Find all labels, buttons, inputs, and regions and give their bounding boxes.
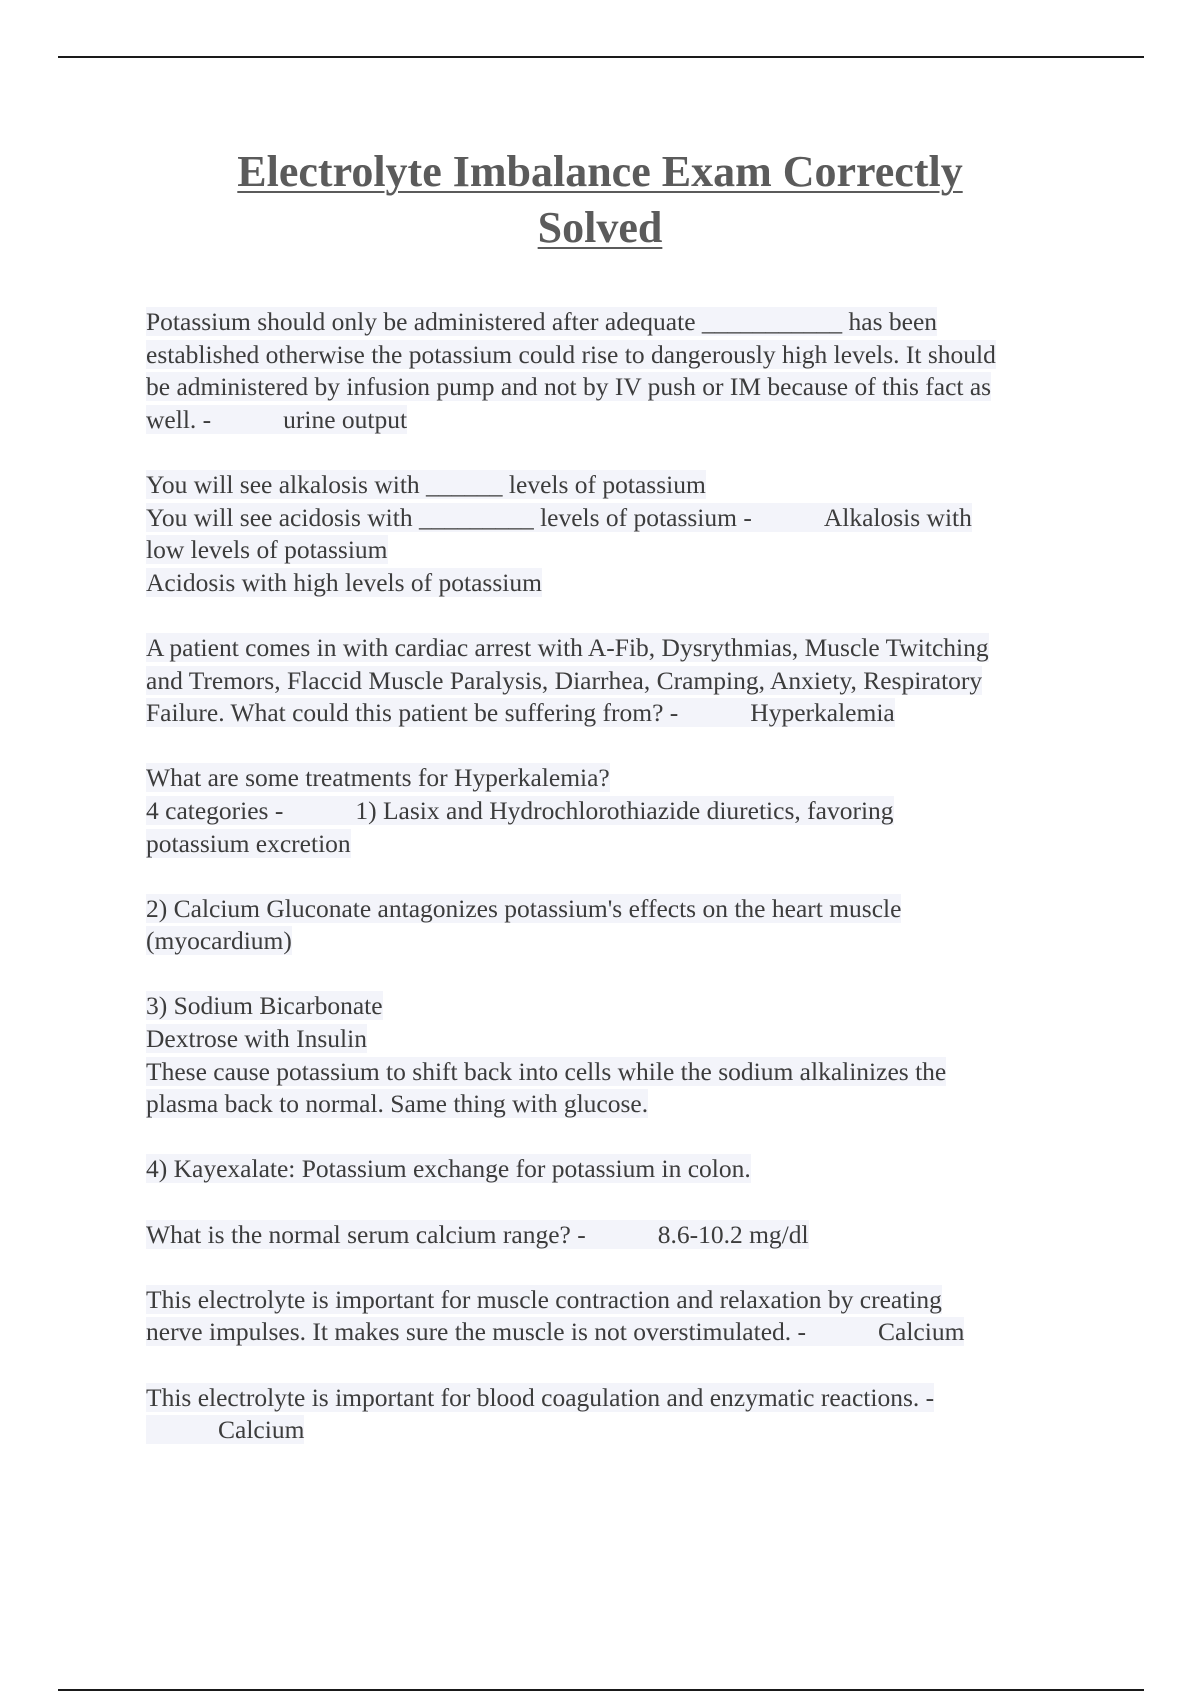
question-text: be administered by infusion pump and not by IV push or IM because of this fact as	[146, 372, 992, 402]
bottom-rule	[58, 1689, 1144, 1691]
title-line-2: Solved	[537, 203, 663, 252]
answer-text: These cause potassium to shift back into cells while the sodium alkalinizes the	[146, 1056, 947, 1086]
answer-text: plasma back to normal. Same thing with glucose.	[146, 1089, 649, 1119]
answer-paragraph	[146, 893, 1096, 958]
question-text: What is the normal serum calcium range? -	[146, 1219, 586, 1249]
qa-item	[146, 762, 1096, 860]
title-line-1: Electrolyte Imbalance Exam Correctly	[237, 147, 963, 196]
answer-paragraph	[146, 990, 1096, 1120]
qa-list	[146, 306, 1096, 1479]
question-text: This electrolyte is important for muscle contraction and relaxation by creating	[146, 1284, 942, 1314]
answer-text: 2) Calcium Gluconate antagonizes potassium's effects on the heart muscle	[146, 893, 902, 923]
top-rule	[58, 56, 1144, 58]
question-text: What are some treatments for Hyperkalemia?	[146, 763, 610, 793]
document-title	[150, 144, 1050, 256]
qa-item	[146, 1219, 1096, 1252]
question-text: well. -	[146, 404, 212, 434]
answer-text: Acidosis with high levels of potassium	[146, 567, 542, 597]
qa-item	[146, 1382, 1096, 1447]
question-text: Potassium should only be administered after adequate ___________ has been	[146, 307, 938, 336]
qa-item	[146, 306, 1096, 436]
answer-text: (myocardium)	[146, 926, 292, 956]
answer-text: 1) Lasix and Hydrochlorothiazide diuretics, favoring	[355, 795, 894, 825]
qa-item	[146, 1284, 1096, 1349]
question-text: This electrolyte is important for blood coagulation and enzymatic reactions. -	[146, 1382, 935, 1412]
answer-text: 3) Sodium Bicarbonate	[146, 991, 383, 1021]
answer-text: 8.6-10.2 mg/dl	[657, 1219, 809, 1249]
question-text: You will see acidosis with _________ levels of potassium -	[146, 502, 752, 532]
answer-text: Hyperkalemia	[750, 698, 895, 728]
question-text: You will see alkalosis with ______ levels of potassium	[146, 469, 706, 499]
question-text: A patient comes in with cardiac arrest with A-Fib, Dysrythmias, Muscle Twitching	[146, 632, 989, 662]
answer-text: Calcium	[878, 1317, 965, 1347]
answer-text: Dextrose with Insulin	[146, 1024, 367, 1054]
question-text: and Tremors, Flaccid Muscle Paralysis, Diarrhea, Cramping, Anxiety, Respiratory	[146, 665, 983, 695]
answer-text: potassium excretion	[146, 828, 351, 858]
answer-paragraph	[146, 1153, 1096, 1186]
qa-item	[146, 469, 1096, 599]
answer-text: Alkalosis with	[823, 502, 972, 532]
question-text: nerve impulses. It makes sure the muscle is not overstimulated. -	[146, 1317, 807, 1347]
question-text: Failure. What could this patient be suffering from? -	[146, 698, 679, 728]
qa-item	[146, 632, 1096, 730]
answer-text: low levels of potassium	[146, 535, 388, 565]
answer-text: 4) Kayexalate: Potassium exchange for potassium in colon.	[146, 1154, 751, 1184]
answer-text: Calcium	[218, 1415, 305, 1445]
question-text: established otherwise the potassium could rise to dangerously high levels. It should	[146, 339, 996, 369]
answer-text: urine output	[283, 404, 408, 434]
question-text: 4 categories -	[146, 795, 284, 825]
